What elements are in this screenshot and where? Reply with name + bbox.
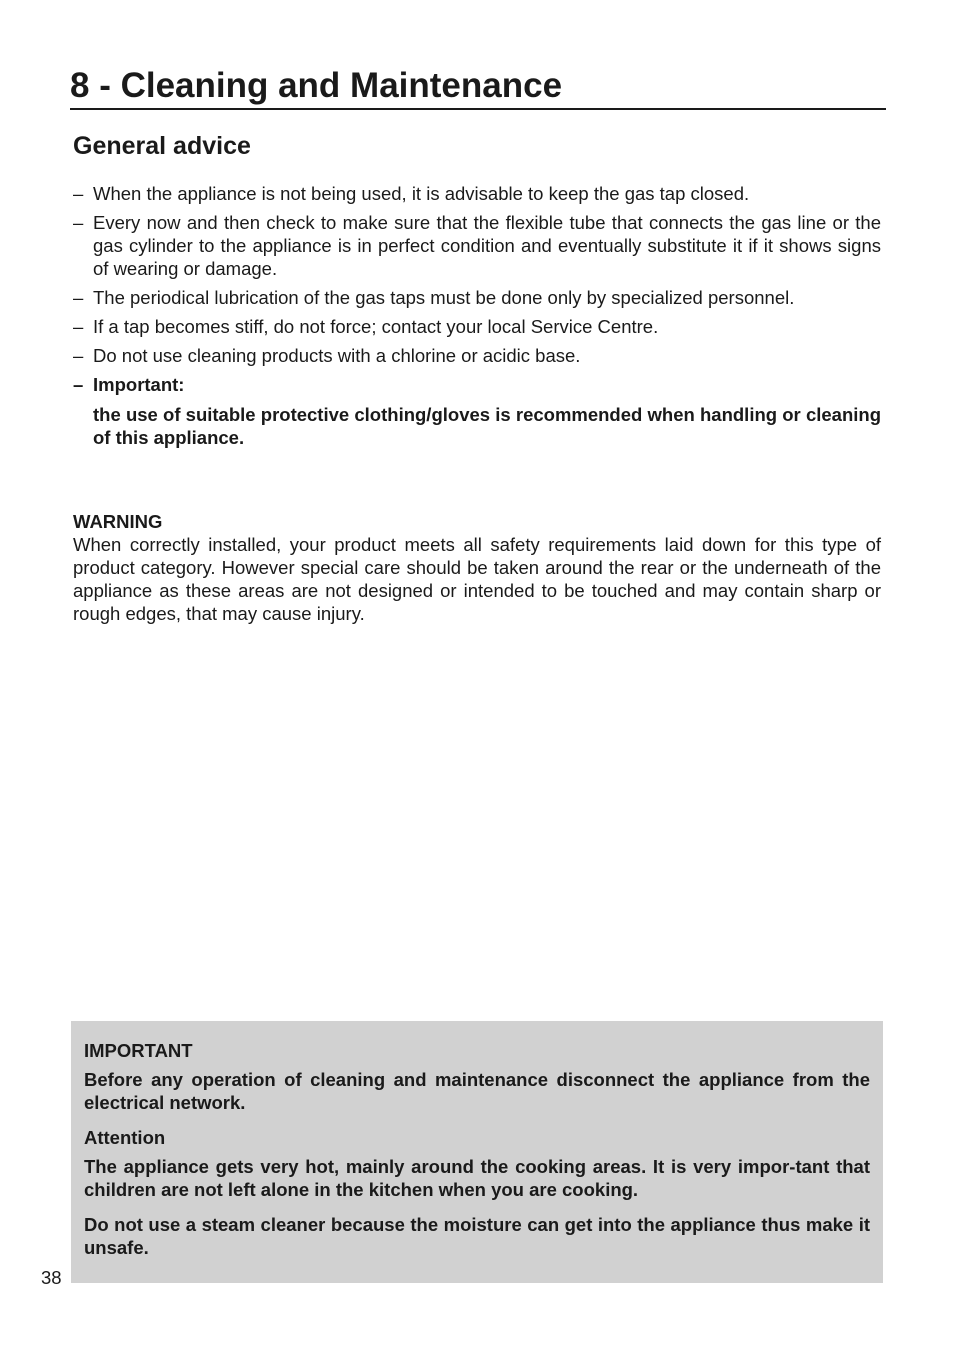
chapter-title: 8 - Cleaning and Maintenance — [70, 64, 886, 110]
list-dash: – — [73, 287, 84, 308]
attention-heading: Attention — [84, 1127, 166, 1148]
list-item — [73, 344, 881, 367]
list-item — [73, 182, 881, 205]
list-dash: – — [73, 345, 84, 366]
important-note: the use of suitable protective clothing/gloves is recommended when handling or cleaning of this appliance. — [93, 404, 881, 448]
warning-heading: WARNING — [73, 511, 163, 532]
important-box — [71, 1021, 883, 1283]
list-item-text: Every now and then check to make sure that the flexible tube that connects the gas line or the gas cylinder to the appliance is in perfect condition and eventually substitute it if it shows signs of wearing or damage. — [93, 212, 881, 279]
list-dash: – — [73, 183, 84, 204]
list-item — [73, 211, 881, 280]
list-dash: – — [73, 374, 84, 395]
warning-text: When correctly installed, your product meets all safety requirements laid down for this type of product category. However special care should be taken around the rear or the underneath of the appliance as these areas are not designed or intended to be touched and may contain sharp or rough edges, that may cause injury. — [73, 534, 881, 624]
list-item — [73, 286, 881, 309]
section-title-general-advice: General advice — [73, 132, 251, 160]
important-box-heading: IMPORTANT — [84, 1040, 193, 1061]
list-dash: – — [73, 212, 84, 233]
list-item — [73, 315, 881, 338]
list-item-text: Do not use cleaning products with a chlorine or acidic base. — [93, 345, 581, 366]
page-number: 38 — [41, 1267, 62, 1288]
list-item-text: The periodical lubrication of the gas taps must be done only by specialized personnel. — [93, 287, 795, 308]
important-box-disconnect-text: Before any operation of cleaning and maintenance disconnect the appliance from the electrical network. — [84, 1069, 870, 1113]
list-item-text: If a tap becomes stiff, do not force; contact your local Service Centre. — [93, 316, 659, 337]
attention-hot-text: The appliance gets very hot, mainly around the cooking areas. It is very impor-tant that children are not left alone in the kitchen when you are cooking. — [84, 1156, 870, 1200]
important-list-item — [73, 373, 881, 396]
important-label: Important: — [93, 374, 185, 395]
list-item-text: When the appliance is not being used, it is advisable to keep the gas tap closed. — [93, 183, 750, 204]
general-advice-list — [73, 182, 881, 404]
list-dash: – — [73, 316, 84, 337]
attention-steam-text: Do not use a steam cleaner because the moisture can get into the appliance thus make it unsafe. — [84, 1214, 870, 1258]
